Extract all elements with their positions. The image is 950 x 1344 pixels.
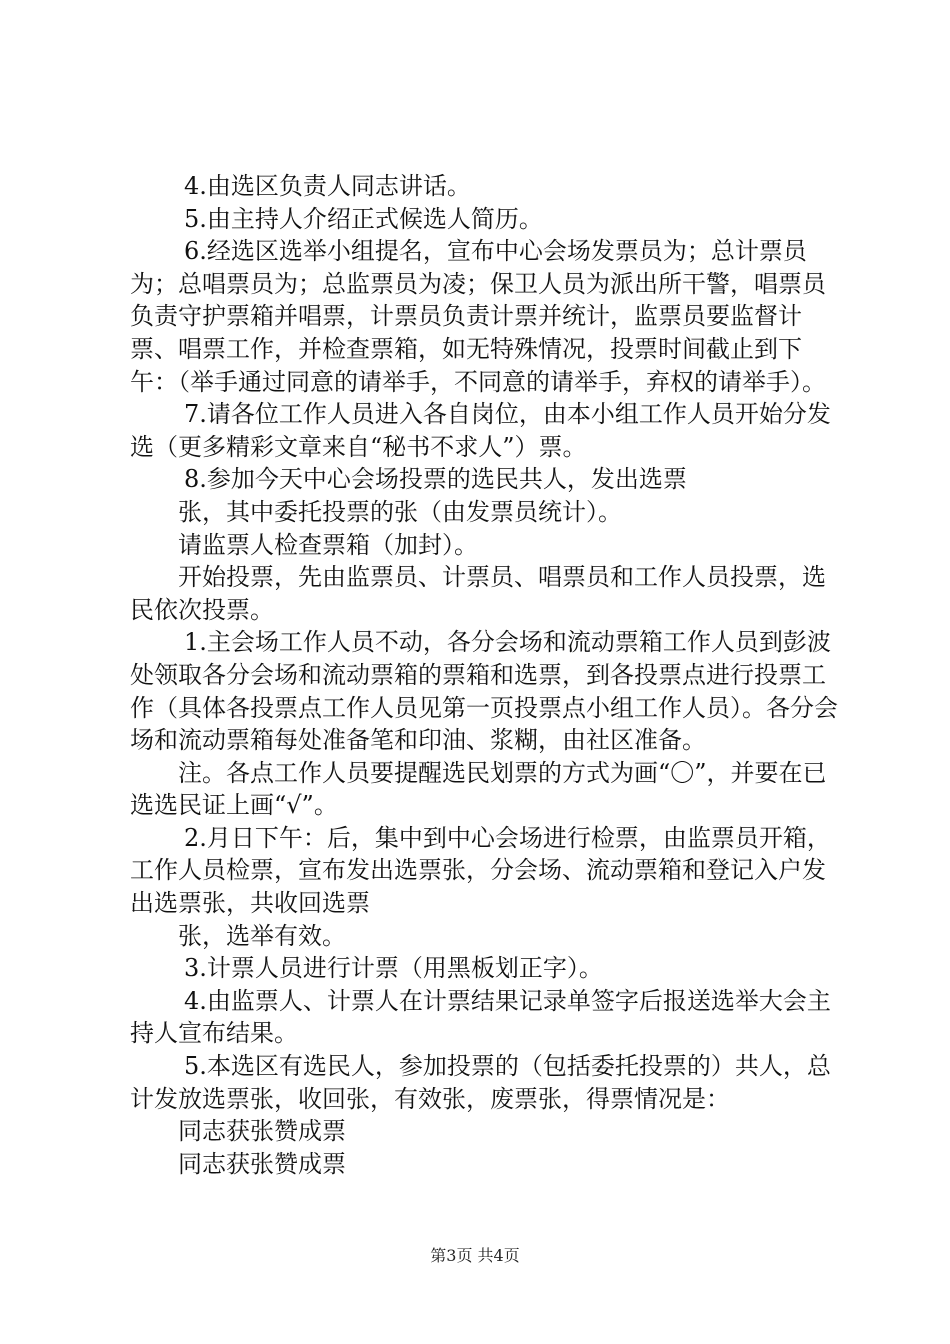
result-line-2: 同志获张赞成票 [178,1149,346,1178]
paragraph-voting-2-continued: 张，选举有效。 [178,921,346,950]
result-line-1: 同志获张赞成票 [178,1117,346,1146]
paragraph-seal-box: 请监票人检查票箱（加封）。 [178,530,478,559]
paragraph-voting-5: 5.本选区有选民人，参加投票的（包括委托投票的）共人，总计发放选票张，收回张，有效张，废票张，得票情况是： [130,1052,831,1113]
paragraph-7: 7.请各位工作人员进入各自岗位，由本小组工作人员开始分发选（更多精彩文章来自“秘书不求人”）票。 [130,400,831,461]
paragraph-8-continued: 张，其中委托投票的张（由发票员统计）。 [178,497,622,526]
page-number-footer: 第3页 共4页 [430,1246,520,1265]
paragraph-6: 6.经选区选举小组提名，宣布中心会场发票员为；总计票员为；总唱票员为；总监票员为凌；保卫人员为派出所干警，唱票员负责守护票箱并唱票，计票员负责计票并统计，监票员要监督计票、唱票工作，并检查票箱，如无特殊情况，投票时间截止到下午：（举手通过同意的请举手，不同意的请举手，弃权的请举手）。 [130,237,826,396]
paragraph-4: 4.由选区负责人同志讲话。 [184,172,471,200]
body-text [130,170,840,1180]
paragraph-voting-3: 3.计票人员进行计票（用黑板划正字）。 [184,954,603,983]
paragraph-start-voting: 开始投票，先由监票员、计票员、唱票员和工作人员投票，选民依次投票。 [130,563,826,624]
paragraph-voting-1: 1.主会场工作人员不动，各分会场和流动票箱工作人员到彭波处领取各分会场和流动票箱的票箱和选票，到各投票点进行投票工作（具体各投票点工作人员见第一页投票点小组工作人员）。各分会场和流动票箱每处准备笔和印油、浆糊，由社区准备。 [130,628,838,755]
paragraph-voting-4: 4.由监票人、计票人在计票结果记录单签字后报送选举大会主持人宣布结果。 [130,986,831,1048]
paragraph-8: 8.参加今天中心会场投票的选民共人，发出选票 [184,465,687,494]
paragraph-note: 注。各点工作人员要提醒选民划票的方式为画“〇”，并要在已选选民证上画“√”。 [130,758,827,820]
paragraph-voting-2: 2.月日下午：后，集中到中心会场进行检票，由监票员开箱，工作人员检票，宣布发出选票张，分会场、流动票箱和登记入户发出选票张，共收回选票 [130,823,831,918]
paragraph-5: 5.由主持人介绍正式候选人简历。 [184,204,543,233]
